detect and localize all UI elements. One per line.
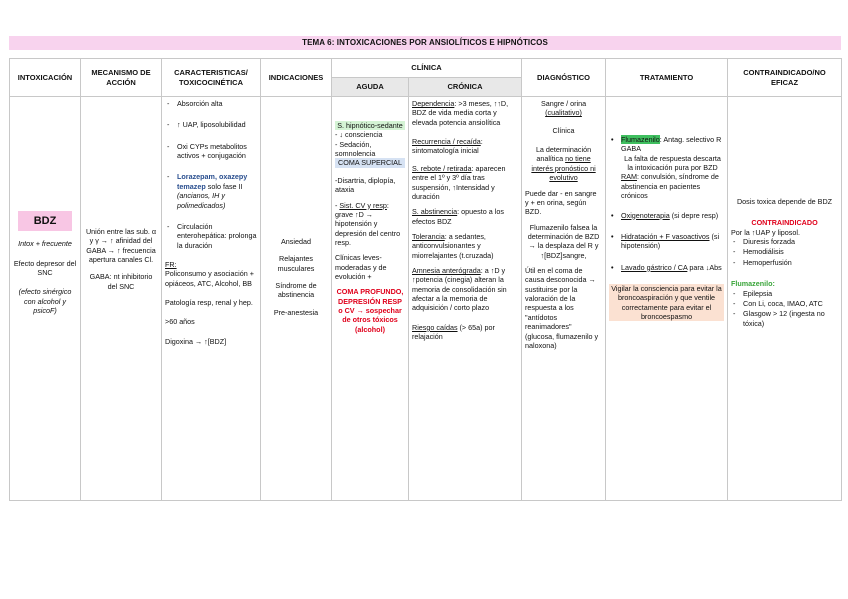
flumazenilo-falta: La falta de respuesta descarta la intoxicación pura por BZD (624, 153, 721, 173)
ancianos-text: (ancianos, IH y polimedicados) (177, 191, 226, 210)
aguda-consciencia: - ↓ consciencia (335, 130, 383, 140)
diag-sangre: Sangre / orina (540, 99, 587, 108)
aguda-cv-label: Sist. CV y resp (339, 200, 387, 210)
aguda-sedacion: - Sedación, somnolencia (335, 139, 376, 159)
caidas-text: (> 65a) por relajación (412, 322, 495, 342)
header-contraindicado: CONTRAINDICADO/NO EFICAZ (728, 59, 842, 97)
cell-intoxicacion (10, 97, 81, 501)
edad-text: >60 años (165, 317, 195, 327)
lavado-text: para ↓Abs (687, 262, 722, 272)
lavado-label: Lavado gástrico / CA (621, 262, 688, 272)
fr-text: Policonsumo y asociación + opiáceos, ATC, Alcohol, BB (165, 269, 254, 288)
mecanismo-text: Unión entre las sub. α y γ → ↑ afinidad del GABA → ↑ frecuencia apertura canales Cl. (85, 227, 157, 265)
header-indicaciones: INDICACIONES (261, 59, 332, 97)
cell-tratamiento (606, 97, 728, 501)
cronica-abstinencia (412, 207, 518, 226)
flumazenilo-contra-list (731, 289, 838, 328)
patologia-text: Patología resp, renal y hep. (165, 298, 253, 308)
cell-aguda (332, 97, 409, 501)
list-item (621, 232, 724, 251)
header-tratamiento: TRATAMIENTO (606, 59, 728, 97)
list-item: - Circulación enterohepática: prolonga la duración (177, 222, 257, 250)
list-item: - Absorción alta (177, 99, 257, 108)
flumazenilo-contra-label: Flumazenilo: (731, 279, 775, 289)
tolerancia-text: : a sedantes, anticonvulsionantes y miorrelajantes (t.cruzada) (412, 231, 494, 260)
abstinencia-text: : opuesto a los efectos BDZ (412, 207, 504, 226)
list-item: - Oxi CYPs metabolitos activos + conjugación (177, 142, 257, 161)
hidratacion-label: Hidratación + F vasoactivos (621, 231, 710, 241)
hipnotico-box: S. hipnótico-sedante (335, 121, 405, 130)
header-aguda: AGUDA (332, 78, 409, 97)
coma-superficial-box: COMA SUPERCIAL (335, 158, 405, 167)
diag-determinacion (525, 145, 602, 182)
cell-contraindicado (728, 97, 842, 501)
hidratacion-text: (si hipotensión) (621, 231, 720, 251)
page-title: TEMA 6: INTOXICACIONES POR ANSIOLÍTICOS E HIPNÓTICOS (9, 36, 841, 50)
cronica-amnesia (412, 266, 518, 313)
flumazenilo-label: Flumazenilo (621, 135, 660, 144)
dependencia-label: Dependencia (412, 99, 455, 108)
header-clinica: CLÍNICA (332, 59, 522, 78)
list-item: - Diuresis forzada (743, 237, 838, 246)
recurrencia-label: Recurrencia / recaída (412, 137, 481, 147)
fr-block (165, 260, 257, 288)
lorazepam-text: Lorazepam, oxazepy temazep (177, 172, 248, 191)
intox-note-frequent: Intox + frecuente (18, 239, 72, 249)
cronica-tolerancia (412, 232, 518, 260)
cronica-caidas (412, 323, 518, 342)
list-item: - Con Li, coca, IMAO, ATC (743, 299, 838, 308)
cell-cronica (409, 97, 522, 501)
list-item: - ↑ UAP, liposolubilidad (177, 120, 257, 129)
amnesia-label: Amnesia anterógrada (412, 266, 481, 276)
diag-sangre-orina: Puede dar - en sangre y + en orina, según BZD. (525, 188, 597, 217)
header-row (10, 59, 842, 78)
oxigenoterapia-text: (si depre resp) (669, 210, 719, 220)
cronica-recurrencia (412, 137, 518, 156)
header-caracteristicas: CARACTERISTICAS/ TOXICOCINÉTICA (162, 59, 261, 97)
caidas-label: Riesgo caídas (412, 322, 458, 332)
bdz-label: BDZ (18, 211, 73, 231)
rebote-text: : aparecen entre el 1º y 3º día tras suspensión, ↑Intensidad y duración (412, 163, 506, 201)
list-item: - Hemoperfusión (743, 258, 838, 267)
vigilar-box: Vigilar la consciencia para evitar la broncoaspiración y que ventile correctamente para evitar el broncoespasmo (609, 284, 724, 321)
indicacion-item: Ansiedad (281, 237, 311, 246)
cell-indicaciones (261, 97, 332, 501)
header-diagnostico: DIAGNÓSTICO (522, 59, 606, 97)
fr-label: FR: (165, 259, 177, 269)
contraindicado-text: Por la ↑UAP y liposol. (731, 227, 800, 237)
flumazenilo-text: : Antag. selectivo R GABA (621, 135, 722, 154)
cronica-dependencia (412, 99, 518, 127)
mecanismo-gaba: GABA: nt inhibitorio del SNC (89, 272, 153, 291)
fase-ii-text: solo fase II (207, 181, 243, 191)
indicacion-item: Relajantes musculares (277, 254, 315, 273)
list-item: - Epilepsia (743, 289, 838, 298)
contraindicado-list (731, 237, 838, 267)
list-item: - Glasgow > 12 (ingesta no tóxica) (743, 309, 838, 328)
diag-flumazenilo: Flumazenilo falsea la determinación de BZD → la desplaza del R y ↑[BDZ]sangre, (527, 222, 600, 260)
list-item (621, 135, 724, 201)
diag-pronostico-text: no tiene interés pronóstico ni evolutivo (531, 154, 596, 183)
list-item: - Hemodiálisis (743, 247, 838, 256)
indicacion-item: Pre-anestesia (273, 307, 319, 317)
aguda-cv: - Sist. CV y resp: grave ↑D → hipotensión y depresión del centro resp. (335, 200, 401, 247)
header-intoxicacion: INTOXICACIÓN (10, 59, 81, 97)
intox-note-depressor: Efecto depresor del SNC (13, 258, 77, 278)
aguda-disartria: -Disartria, diplopía, ataxia (335, 175, 396, 195)
diag-determinacion-text: La determinación analítica (535, 145, 592, 164)
contraindicado-label: CONTRAINDICADO (751, 218, 818, 228)
header-mecanismo: MECANISMO DE ACCIÓN (81, 59, 162, 97)
aguda-disartria-text: Disartria, diplopía, ataxia (335, 175, 396, 195)
caracteristicas-list (165, 99, 257, 250)
ram-text: : convulsión, síndrome de abstinencia en pacientes crónicos (621, 172, 719, 201)
diag-cualitativo: (cualitativo) (545, 108, 582, 118)
diag-coma: Útil en el coma de causa desconocida → sustituirse por la valoración de la respuesta a los "antídotos reanimadores" (glucosa, flumazenilo y naloxona) (525, 266, 599, 350)
aguda-consciencia-text: ↓ consciencia (339, 130, 383, 140)
cronica-rebote (412, 164, 518, 201)
ram-label: RAM (621, 172, 637, 182)
aguda-cv-text: : grave ↑D → hipotensión y depresión del centro resp. (335, 200, 401, 247)
abstinencia-label: S. abstinencia (412, 207, 458, 217)
tratamiento-list (609, 135, 724, 272)
indicacion-item: Síndrome de abstinencia (275, 281, 317, 300)
aguda-leves: Clínicas leves-moderadas y de evolución + (335, 253, 387, 282)
rebote-label: S. rebote / retirada (412, 163, 472, 173)
intoxication-table (9, 58, 842, 501)
aguda-sedacion-text: Sedación, somnolencia (335, 139, 376, 159)
recurrencia-text: : sintomatología inicial (412, 137, 483, 156)
dosis-toxica: Dosis toxica depende de BDZ (736, 197, 833, 206)
bdz-row (10, 97, 842, 501)
cell-caracteristicas (162, 97, 261, 501)
intox-note-synergy: (efecto sinérgico con alcohol y psicoF) (18, 287, 72, 316)
cell-mecanismo (81, 97, 162, 501)
dependencia-text: : >3 meses, ↑↑D, BDZ de vida media corta y elevada potencia ansiolítica (412, 99, 509, 127)
digoxina-text: Digoxina → ↑[BDZ] (165, 336, 227, 346)
oxigenoterapia-label: Oxigenoterapia (621, 210, 670, 220)
cell-diagnostico (522, 97, 606, 501)
header-cronica: CRÓNICA (409, 78, 522, 97)
diag-clinica: Clínica (552, 125, 575, 135)
tolerancia-label: Tolerancia (412, 231, 445, 241)
coma-profundo-warning: COMA PROFUNDO, DEPRESIÓN RESP o CV → sospechar de otros tóxicos (alcohol) (336, 287, 404, 334)
list-item (621, 263, 724, 272)
amnesia-text: : a ↑D y ↑potencia (cinegia) alteran la memoria de consolidación sin afectar a la memoria de adquisición / corto plazo (412, 266, 507, 313)
list-item (177, 172, 257, 209)
list-item (621, 211, 724, 220)
